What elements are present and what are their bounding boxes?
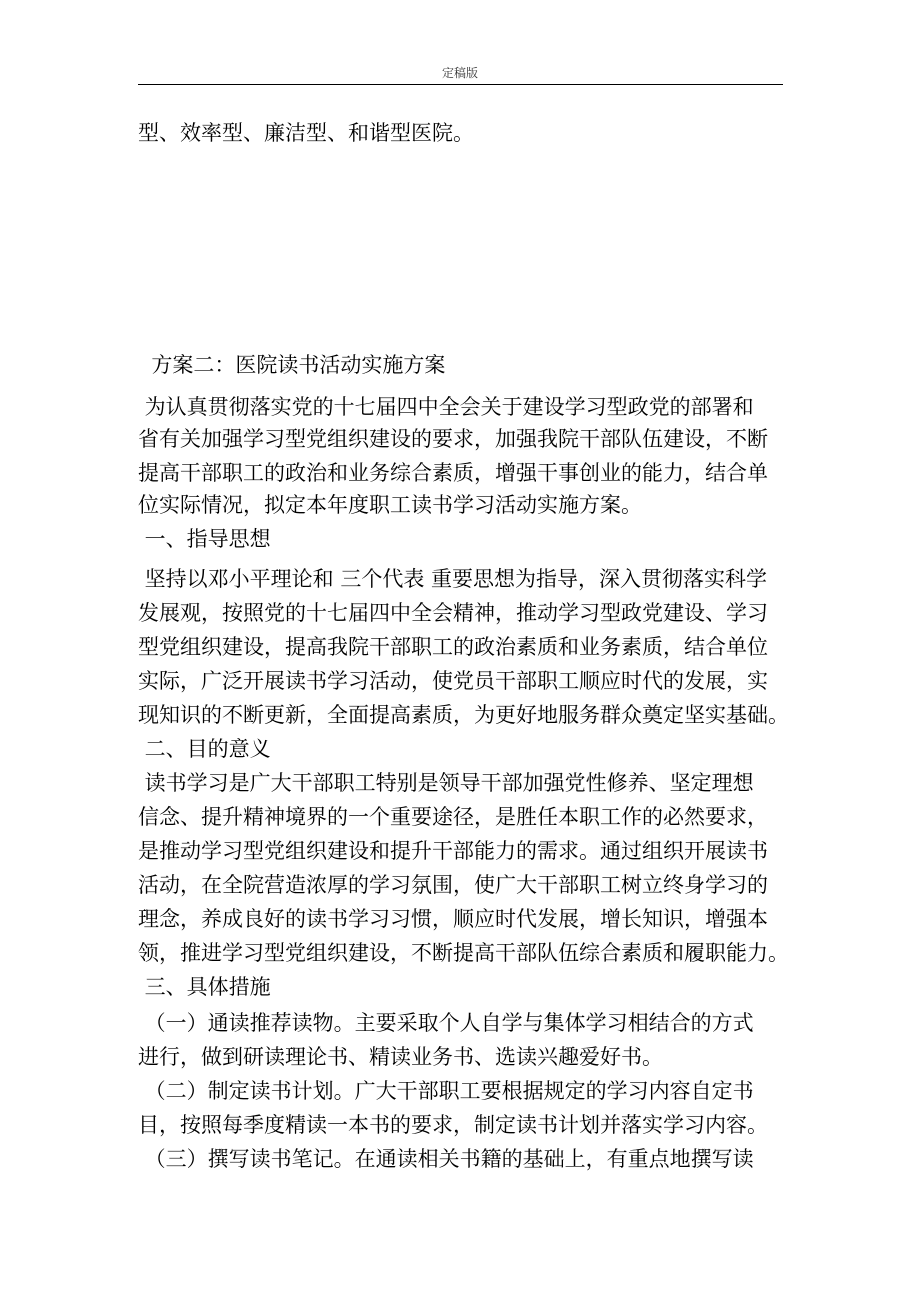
text-line: 发展观，按照党的十七届四中全会精神，推动学习型政党建设、学习	[138, 601, 768, 625]
text-line: 现知识的不断更新，全面提高素质，为更好地服务群众奠定坚实基础。	[138, 703, 789, 727]
text-line: 型党组织建设，提高我院干部职工的政治素质和业务素质，结合单位	[138, 635, 768, 659]
text-line: 进行，做到研读理论书、精读业务书、选读兴趣爱好书。	[138, 1045, 663, 1069]
text-line: （一）通读推荐读物。主要采取个人自学与集体学习相结合的方式	[138, 1011, 754, 1035]
text-line: 二、目的意义	[138, 737, 271, 761]
text-line: 省有关加强学习型党组织建设的要求，加强我院干部队伍建设，不断	[138, 427, 768, 451]
text-line: （三）撰写读书笔记。在通读相关书籍的基础上，有重点地撰写读	[138, 1147, 754, 1171]
text-line: 位实际情况，拟定本年度职工读书学习活动实施方案。	[138, 493, 642, 517]
header-divider	[138, 84, 783, 85]
text-line: 坚持以邓小平理论和 三个代表 重要思想为指导，深入贯彻落实科学	[138, 567, 768, 591]
text-line: 提高干部职工的政治和业务综合素质，增强干事创业的能力，结合单	[138, 461, 768, 485]
text-line: 三、具体措施	[138, 975, 271, 999]
text-line: 方案二：医院读书活动实施方案	[138, 353, 446, 377]
text-line: 一、指导思想	[138, 527, 271, 551]
text-line: 型、效率型、廉洁型、和谐型医院。	[138, 121, 474, 145]
text-line: 领，推进学习型党组织建设，不断提高干部队伍综合素质和履职能力。	[138, 941, 789, 965]
text-line: 读书学习是广大干部职工特别是领导干部加强党性修养、坚定理想	[138, 771, 754, 795]
page-header: 定稿版	[441, 66, 478, 80]
text-line: 是推动学习型党组织建设和提升干部能力的需求。通过组织开展读书	[138, 839, 768, 863]
text-line: 理念，养成良好的读书学习习惯，顺应时代发展，增长知识，增强本	[138, 907, 768, 931]
text-line: 目，按照每季度精读一本书的要求，制定读书计划并落实学习内容。	[138, 1113, 768, 1137]
text-line: （二）制定读书计划。广大干部职工要根据规定的学习内容自定书	[138, 1079, 754, 1103]
text-line: 活动，在全院营造浓厚的学习氛围，使广大干部职工树立终身学习的	[138, 873, 768, 897]
text-line: 为认真贯彻落实党的十七届四中全会关于建设学习型政党的部署和	[138, 395, 754, 419]
text-line: 信念、提升精神境界的一个重要途径，是胜任本职工作的必然要求，	[138, 805, 768, 829]
text-line: 实际，广泛开展读书学习活动，使党员干部职工顺应时代的发展，实	[138, 669, 768, 693]
